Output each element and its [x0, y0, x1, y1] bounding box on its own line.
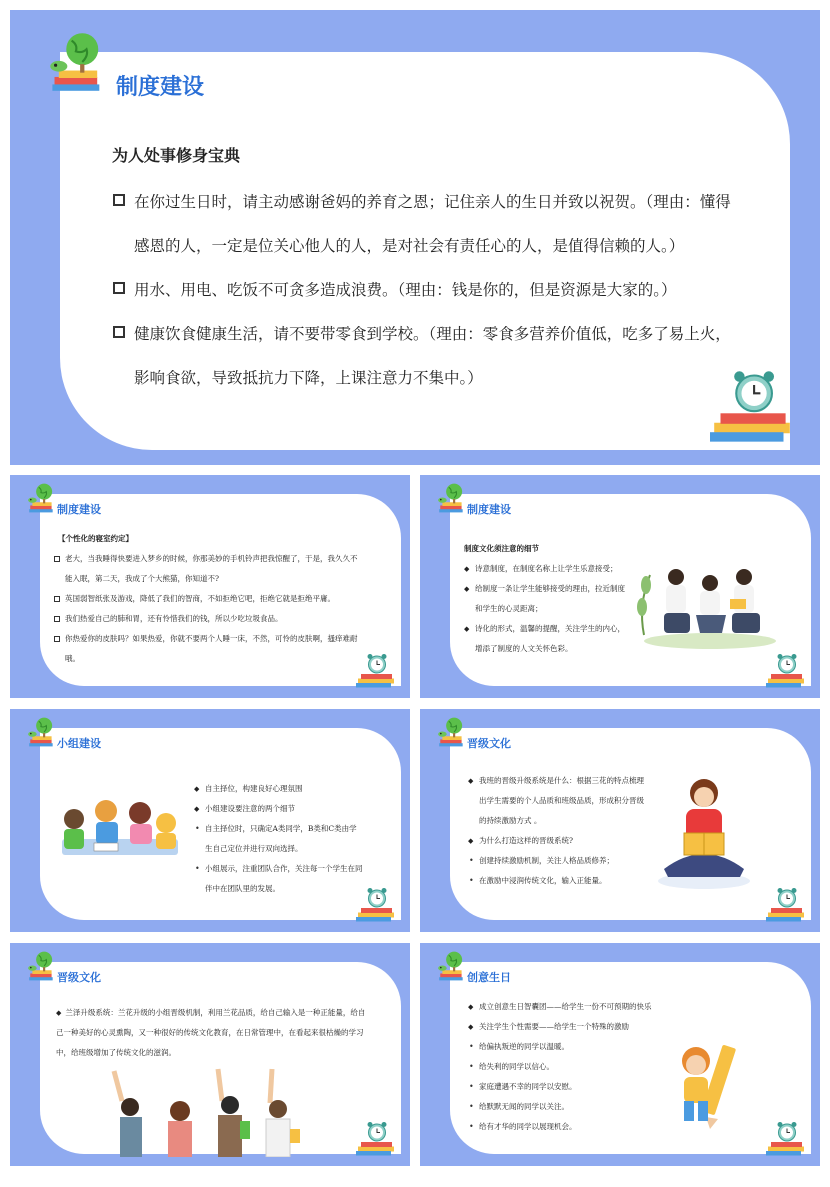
section-heading: 制度文化须注意的细节: [464, 544, 539, 553]
bullet-list: [194, 779, 364, 899]
list-item: ◆ 诗意制度，在制度名称上让学生乐意接受；: [464, 559, 632, 579]
slide-6: [10, 943, 410, 1166]
list-item: 英国弱智纸张及游戏，降低了我们的智商，不如拒绝它吧，拒绝它就是拒绝平庸。: [54, 589, 364, 609]
list-item: ◆ 成立创意生日智囊团——给学生一份不可预期的快乐: [468, 997, 698, 1017]
list-item: • 给偏执叛逆的同学以温暖。: [468, 1037, 698, 1057]
students-reading-illustration: [634, 555, 786, 651]
list-item: • 在激励中浸润传统文化，输入正能量。: [468, 871, 646, 891]
list-item: 我们热爱自己的肺和胃，还有怜惜我们的钱，所以少吃垃圾食品。: [54, 609, 364, 629]
alarm-clock-books-icon: [766, 1121, 806, 1157]
globe-books-icon: [26, 481, 58, 515]
list-item: 用水、用电、吃饭不可贪多造成浪费。（理由：钱是你的，但是资源是大家的。）: [112, 268, 732, 312]
list-item: ◆ 小组建设要注意的两个细节: [194, 799, 364, 819]
section-heading: 为人处事修身宝典: [112, 146, 241, 165]
list-item: ◆ 我班的晋级升级系统是什么：根据三花的特点梳理出学生需要的个人品质和班级品质，形成积分晋级的持续激励方式 。: [468, 771, 646, 831]
paragraph: [56, 1003, 372, 1063]
alarm-clock-books-icon: [710, 370, 794, 444]
globe-books-icon: [436, 715, 468, 749]
list-item: 老大，当我睡得快要进入梦乡的时候，你那美妙的手机铃声把我惊醒了，于是，我久久不能入眠，第二天，我成了个大熊猫，你知道不?: [54, 549, 364, 589]
list-item: • 给默默无闻的同学以关注。: [468, 1097, 698, 1117]
list-item: 你热爱你的皮肤吗？如果热爱，你就不要两个人睡一床，不然，可怜的皮肤啊，搔痒难耐哦。: [54, 629, 364, 669]
slide-title: 晋级文化: [57, 971, 101, 984]
slide-title: 创意生日: [467, 971, 511, 984]
list-item: ◆ 关注学生个性需要——给学生一个特殊的激励: [468, 1017, 698, 1037]
boy-with-pencil-illustration: [666, 1039, 746, 1129]
girl-reading-illustration: [654, 769, 754, 891]
slide-2: [10, 475, 410, 698]
list-item: • 给失利的同学以信心。: [468, 1057, 698, 1077]
slide-1: [10, 10, 820, 465]
alarm-clock-books-icon: [766, 653, 806, 689]
list-item: • 自主择位时，只确定A类同学，B类和C类由学生自己定位并进行双向选择。: [194, 819, 364, 859]
slide-title: 晋级文化: [467, 737, 511, 750]
alarm-clock-books-icon: [356, 1121, 396, 1157]
slide-3: [420, 475, 820, 698]
globe-books-icon: [436, 481, 468, 515]
alarm-clock-books-icon: [356, 653, 396, 689]
list-item: • 家庭遭遇不幸的同学以安慰。: [468, 1077, 698, 1097]
slide-7: [420, 943, 820, 1166]
list-item: 健康饮食健康生活，请不要带零食到学校。（理由：零食多营养价值低，吃多了易上火，影响食欲，导致抵抗力下降，上课注意力不集中。）: [112, 312, 732, 400]
slide-title: 小组建设: [57, 737, 101, 750]
list-item: ◆ 诗化的形式，温馨的提醒，关注学生的内心，增添了制度的人文关怀色彩。: [464, 619, 632, 659]
bullet-list: [112, 180, 732, 400]
alarm-clock-books-icon: [356, 887, 396, 923]
slide-title: 制度建设: [116, 75, 205, 100]
list-item: • 小组展示，注重团队合作，关注每一个学生在同伴中在团队里的发展。: [194, 859, 364, 899]
list-item: • 创建持续激励机制，关注人格品质修养；: [468, 851, 646, 871]
bullet-list: [54, 549, 364, 669]
bullet-list: [468, 771, 646, 891]
list-item: • 给有才华的同学以展现机会。: [468, 1117, 698, 1137]
kids-studying-illustration: [54, 791, 186, 863]
slide-title: 制度建设: [467, 503, 511, 516]
paragraph-text: 兰泽升级系统：兰花升级的小组晋级机制，利用兰花品质，给自己输入是一种正能量，给自己一种美好的心灵熏陶，又一种很好的传统文化教育，在日常管理中，在看起来很枯燥的学习中，给班级增加了传统文化的滋润。: [56, 1008, 366, 1057]
globe-books-icon: [26, 949, 58, 983]
bullet-list: [464, 559, 632, 659]
globe-books-icon: [46, 30, 110, 94]
slide-4: [10, 709, 410, 932]
section-heading: 【个性化的寝室约定】: [58, 534, 133, 543]
diamond-bullet: ◆: [56, 1009, 62, 1017]
list-item: ◆ 自主择位，构建良好心理氛围: [194, 779, 364, 799]
list-item: ◆ 为什么打造这样的晋级系统?: [468, 831, 646, 851]
bullet-list: [468, 997, 698, 1137]
cheering-people-illustration: [106, 1061, 302, 1157]
globe-books-icon: [436, 949, 468, 983]
list-item: ◆ 给制度一条让学生能够接受的理由，拉近制度和学生的心灵距离；: [464, 579, 632, 619]
slide-title: 制度建设: [57, 503, 101, 516]
globe-books-icon: [26, 715, 58, 749]
alarm-clock-books-icon: [766, 887, 806, 923]
list-item: 在你过生日时，请主动感谢爸妈的养育之恩；记住亲人的生日并致以祝贺。（理由：懂得感恩的人，一定是位关心他人的人，是对社会有责任心的人，是值得信赖的人。）: [112, 180, 732, 268]
slide-5: [420, 709, 820, 932]
